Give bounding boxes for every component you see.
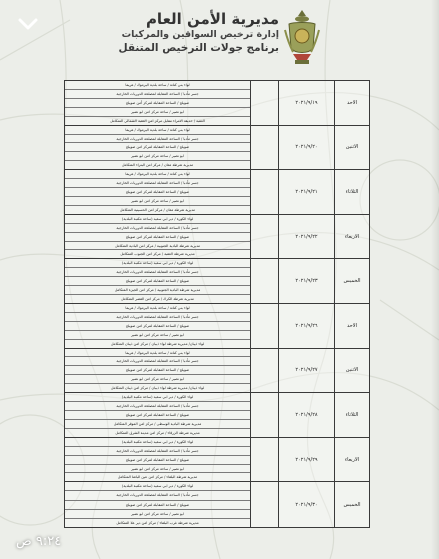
route-line: لواء الكورة / دير ابي سعيد (ساحة مكتبة البلدية) xyxy=(65,438,250,447)
route-line: مديرية شرطة البادية الوسطى / مركز امن الموقر المتكامل xyxy=(65,420,250,429)
route-line: صويلح / الساحة المقابلة لمركز أمن صويلح xyxy=(65,99,250,108)
header-program: برنامج جولات الترخيص المتنقل xyxy=(118,42,279,54)
schedule-row xyxy=(65,215,369,260)
document-header xyxy=(0,0,439,76)
date-cell: ٢٠٢١/٩/٢٨ xyxy=(279,393,335,437)
routes-cell xyxy=(65,393,251,437)
empty-cell xyxy=(251,126,279,170)
route-line: ابو نصير / ساحة مركز امن ابو نصير xyxy=(65,465,250,474)
day-cell: الثلاثاء xyxy=(345,188,359,195)
route-line: لواء ذيبان/ مديرية شرطة لواء ذيبان / مركز امن ذيبان المتكامل xyxy=(110,341,205,346)
route-line: مديرية شرطة البادية الجنوبية / مركز امن البادية المتكامل xyxy=(65,242,250,251)
empty-cell xyxy=(251,349,279,393)
routes-cell xyxy=(65,349,251,393)
routes-cell xyxy=(65,126,251,170)
route-line: مديرية شرطة معان / مركز امن الحسينية المتكامل xyxy=(119,207,196,212)
route-line: مديرية شرطة الزرقاء / مركز امن مدينة الشرق المتكامل xyxy=(115,430,200,435)
route-line: لواء بني كنانة / ساحة بلدية اليرموك / هريما xyxy=(65,304,250,313)
empty-cell xyxy=(251,393,279,437)
route-line: صويلح / الساحة المقابلة لمركز امن صويلح xyxy=(65,143,250,152)
schedule-row xyxy=(65,81,369,126)
route-line: مديرية شرطة غرب البلقاء / مركز امن دير علا المتكامل xyxy=(116,520,199,525)
route-line: صويلح / الساحة المقابلة لمركز امن صويلح xyxy=(65,456,250,465)
routes-cell xyxy=(65,170,251,214)
header-subtitle: إدارة ترخيص السواقين والمركبات xyxy=(121,29,279,40)
empty-cell xyxy=(251,81,279,125)
route-line: مديرية شرطة البلقاء / مركز امن عين الباشا المتكامل xyxy=(117,475,198,480)
route-line: ابو نصير / ساحة مركز امن ابو نصير xyxy=(65,152,250,161)
route-line: مديرية شرطة معان / مركز امن البتراء المتكامل xyxy=(121,163,194,168)
edge-shade xyxy=(431,0,439,559)
route-line: جسر مأدبا / الساحة المقابلة لمصلحة الدوريات الخارجية xyxy=(65,357,250,366)
route-line: ابو نصير / ساحة مركز امن ابو نصير xyxy=(65,375,250,384)
day-cell: الاربعاء xyxy=(344,456,360,463)
route-line: لواء بني كنانة / ساحة بلدية اليرموك / هريما xyxy=(65,170,250,179)
route-line: جسر مأدبا / الساحة المقابلة لمصلحة الدوريات الخارجية xyxy=(65,313,250,322)
schedule-row xyxy=(65,349,369,394)
day-cell: الاربعاء xyxy=(344,233,360,240)
route-line: لواء الكورة / دير ابي سعيد (ساحة مكتبة البلدية) xyxy=(65,259,250,268)
route-line: لواء بني كنانة / ساحة بلدية اليرموك / هريما xyxy=(65,349,250,358)
route-line: مديرية شرطة البادية الجنوبية / مركز امن الجيزة المتكامل xyxy=(65,286,250,295)
day-cell: الاثنين xyxy=(345,144,359,151)
day-cell: الخميس xyxy=(343,278,361,285)
routes-cell xyxy=(65,482,251,527)
date-cell: ٢٠٢١/٩/٢٩ xyxy=(279,438,335,482)
date-cell: ٢٠٢١/٩/٢٢ xyxy=(279,215,335,259)
header-title: مديرية الأمن العام xyxy=(145,10,279,28)
schedule-row xyxy=(65,259,369,304)
route-line: ابو نصير / ساحة مركز امن ابو نصير xyxy=(65,331,250,340)
schedule-row xyxy=(65,482,369,527)
route-line: صويلح / الساحة المقابلة لمركز امن صويلح xyxy=(65,322,250,331)
date-cell: ٢٠٢١/٩/٢٦ xyxy=(279,304,335,348)
route-line: جسر مأدبا / الساحة المقابلة لمصلحة الدوريات الخارجية xyxy=(65,447,250,456)
route-line: جسر مأدبا / الساحة المقابلة لمصلحة الدوريات الخارجية xyxy=(65,402,250,411)
route-line: جسر مأدبا / الساحة المقابلة لمصلحة الدوريات الخارجية xyxy=(65,135,250,144)
schedule-table xyxy=(64,80,370,528)
route-line: لواء بني كنانة / ساحة بلدية اليرموك / هريما xyxy=(65,81,250,90)
public-security-emblem xyxy=(283,8,321,68)
date-cell: ٢٠٢١/٩/٢١ xyxy=(279,170,335,214)
routes-cell xyxy=(65,438,251,482)
route-line: ابو نصير / ساحة مركز امن ابو نصير xyxy=(65,197,250,206)
day-cell: الاحد xyxy=(347,99,357,106)
route-line: جسر مأدبا / الساحة المقابلة لمصلحة الدوريات الخارجية xyxy=(65,90,250,99)
route-line: مديرية شرطة الكرك / مركز امن القصر المتكامل xyxy=(121,297,194,302)
route-line: جسر مأدبا / الساحة المقابلة لمصلحة الدوريات الخارجية xyxy=(65,224,250,233)
route-line: صويلح / الساحة المقابلة لمركز امن صويلح xyxy=(65,188,250,197)
schedule-row xyxy=(65,126,369,171)
empty-cell xyxy=(251,259,279,303)
header-text-block xyxy=(49,10,279,55)
route-line: لواء الكورة / دير ابي سعيد (ساحة مكتبة البلدية) xyxy=(65,482,250,491)
route-line: مديرية شرطة العقبة / مركز امن الجنوب المتكامل xyxy=(120,252,195,257)
routes-cell xyxy=(65,259,251,303)
empty-cell xyxy=(251,482,279,527)
route-line: صويلح / الساحة المقابلة لمركز امن صويلح xyxy=(65,233,250,242)
chevron-down-icon[interactable] xyxy=(14,10,42,38)
routes-cell xyxy=(65,215,251,259)
route-line: لواء ذيبان/ مديرية شرطة لواء ذيبان / مركز امن ذيبان المتكامل xyxy=(110,386,205,391)
date-cell: ٢٠٢١/٩/٢٠ xyxy=(279,126,335,170)
message-time: ٩:٢٤ ص xyxy=(16,534,62,549)
route-line: جسر مأدبا / الساحة المقابلة لمصلحة الدوريات الخارجية xyxy=(65,179,250,188)
route-line: لواء بني كنانة / ساحة بلدية اليرموك / هريما xyxy=(65,126,250,135)
empty-cell xyxy=(251,438,279,482)
route-line: ابو نصير / ساحة مركز امن ابو نصير xyxy=(65,510,250,519)
route-line: ابو نصير / ساحة مركز امن ابو نصير xyxy=(65,108,250,117)
route-line: لواء الكورة / دير ابي سعيد (ساحة مكتبة البلدية) xyxy=(65,215,250,224)
routes-cell xyxy=(65,304,251,348)
schedule-row xyxy=(65,393,369,438)
date-cell: ٢٠٢١/٩/٢٣ xyxy=(279,259,335,303)
date-cell: ٢٠٢١/٩/٣٠ xyxy=(279,482,335,527)
route-line: العقبة / حديقة الامراء مقابل مركز امن العقبة الشمالي المتكامل xyxy=(110,118,205,123)
route-line: جسر مأدبا / الساحة المقابلة لمصلحة الدوريات الخارجية xyxy=(65,491,250,500)
empty-cell xyxy=(251,170,279,214)
empty-cell xyxy=(251,215,279,259)
day-cell: الاحد xyxy=(347,322,357,329)
schedule-row xyxy=(65,170,369,215)
day-cell: الخميس xyxy=(343,501,361,508)
route-line: صويلح / الساحة المقابلة لمركز امن صويلح xyxy=(65,411,250,420)
schedule-row xyxy=(65,304,369,349)
schedule-row xyxy=(65,438,369,483)
day-cell: الاثنين xyxy=(345,367,359,374)
routes-cell xyxy=(65,81,251,125)
route-line: صويلح / الساحة المقابلة لمركز امن صويلح xyxy=(65,277,250,286)
route-line: لواء الكورة / دير ابي سعيد (ساحة مكتبة البلدية) xyxy=(65,393,250,402)
route-line: صويلح / الساحة المقابلة لمركز امن صويلح xyxy=(65,366,250,375)
route-line: جسر مأدبا / الساحة المقابلة لمصلحة الدوريات الخارجية xyxy=(65,268,250,277)
date-cell: ٢٠٢١/٩/١٩ xyxy=(279,81,335,125)
day-cell: الثلاثاء xyxy=(345,411,359,418)
route-line: صويلح / الساحة المقابلة لمركز امن صويلح xyxy=(65,501,250,510)
empty-cell xyxy=(251,304,279,348)
date-cell: ٢٠٢١/٩/٢٧ xyxy=(279,349,335,393)
